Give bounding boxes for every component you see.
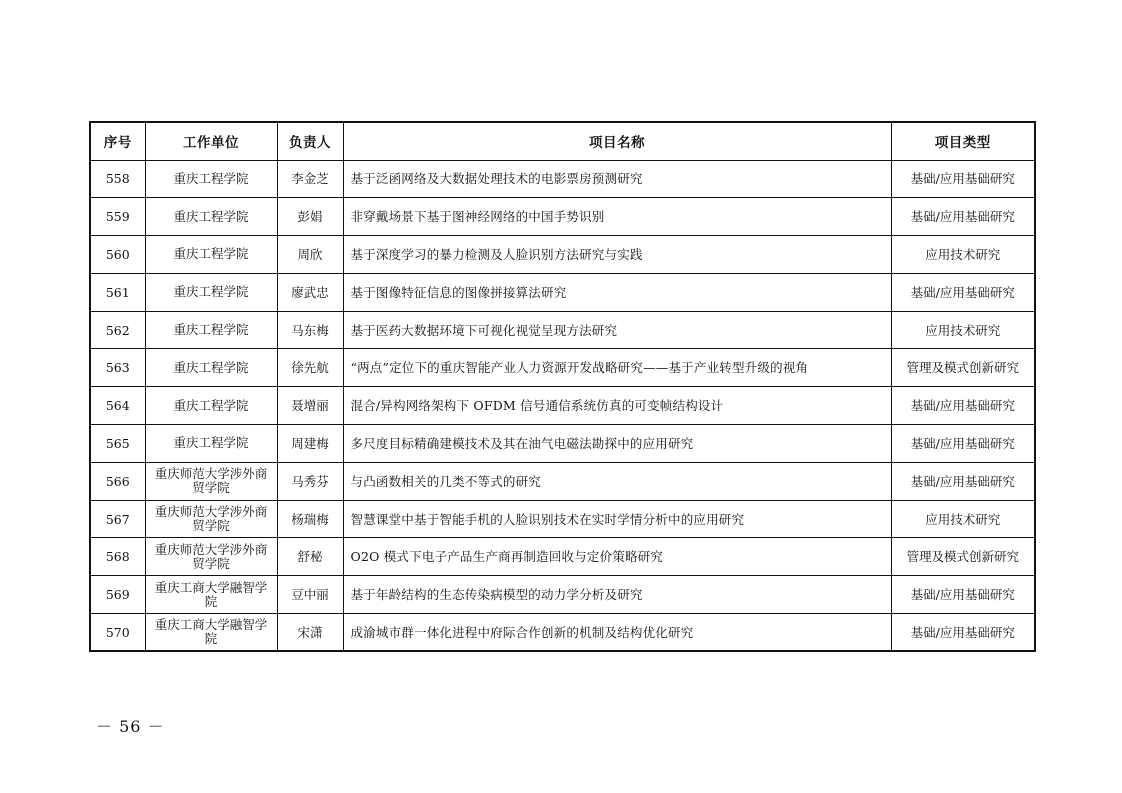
table-body — [90, 160, 1035, 651]
cell-unit: 重庆师范大学涉外商贸学院 — [145, 538, 277, 576]
cell-no: 559 — [90, 198, 145, 236]
cell-leader: 聂增丽 — [277, 387, 343, 425]
table-row — [90, 160, 1035, 198]
cell-unit: 重庆工商大学融智学院 — [145, 576, 277, 614]
table-row — [90, 273, 1035, 311]
table-row — [90, 538, 1035, 576]
header-no: 序号 — [90, 122, 145, 160]
cell-unit: 重庆工程学院 — [145, 311, 277, 349]
cell-leader: 周欣 — [277, 236, 343, 274]
cell-project-name: 混合/异构网络架构下 OFDM 信号通信系统仿真的可变帧结构设计 — [343, 387, 891, 425]
cell-project-name: 基于泛函网络及大数据处理技术的电影票房预测研究 — [343, 160, 891, 198]
cell-unit: 重庆工程学院 — [145, 198, 277, 236]
cell-leader: 李金芝 — [277, 160, 343, 198]
cell-project-type: 应用技术研究 — [891, 236, 1035, 274]
cell-project-type: 基础/应用基础研究 — [891, 614, 1035, 652]
header-leader: 负责人 — [277, 122, 343, 160]
cell-unit: 重庆工程学院 — [145, 160, 277, 198]
cell-leader: 豆中丽 — [277, 576, 343, 614]
cell-leader: 廖武忠 — [277, 273, 343, 311]
cell-project-name: 成渝城市群一体化进程中府际合作创新的机制及结构优化研究 — [343, 614, 891, 652]
cell-project-type: 管理及模式创新研究 — [891, 538, 1035, 576]
cell-no: 562 — [90, 311, 145, 349]
table-header — [90, 122, 1035, 160]
cell-project-type: 应用技术研究 — [891, 500, 1035, 538]
cell-no: 564 — [90, 387, 145, 425]
cell-project-type: 管理及模式创新研究 — [891, 349, 1035, 387]
cell-no: 565 — [90, 425, 145, 463]
table-row — [90, 425, 1035, 463]
cell-unit: 重庆工程学院 — [145, 273, 277, 311]
table-row — [90, 462, 1035, 500]
cell-project-name: 基于深度学习的暴力检测及人脸识别方法研究与实践 — [343, 236, 891, 274]
header-unit: 工作单位 — [145, 122, 277, 160]
table-row — [90, 500, 1035, 538]
cell-project-name: 智慧课堂中基于智能手机的人脸识别技术在实时学情分析中的应用研究 — [343, 500, 891, 538]
cell-leader: 周建梅 — [277, 425, 343, 463]
table-row — [90, 614, 1035, 652]
cell-no: 570 — [90, 614, 145, 652]
cell-project-name: 非穿戴场景下基于图神经网络的中国手势识别 — [343, 198, 891, 236]
cell-leader: 彭娟 — [277, 198, 343, 236]
table-row — [90, 198, 1035, 236]
table-row — [90, 349, 1035, 387]
cell-project-name: “两点”定位下的重庆智能产业人力资源开发战略研究——基于产业转型升级的视角 — [343, 349, 891, 387]
cell-no: 569 — [90, 576, 145, 614]
cell-unit: 重庆工程学院 — [145, 425, 277, 463]
table-row — [90, 311, 1035, 349]
cell-unit: 重庆师范大学涉外商贸学院 — [145, 462, 277, 500]
cell-leader: 马秀芬 — [277, 462, 343, 500]
cell-unit: 重庆师范大学涉外商贸学院 — [145, 500, 277, 538]
cell-no: 567 — [90, 500, 145, 538]
cell-no: 566 — [90, 462, 145, 500]
cell-unit: 重庆工程学院 — [145, 349, 277, 387]
cell-no: 561 — [90, 273, 145, 311]
cell-project-type: 基础/应用基础研究 — [891, 273, 1035, 311]
cell-no: 563 — [90, 349, 145, 387]
header-row — [90, 122, 1035, 160]
cell-leader: 舒秘 — [277, 538, 343, 576]
cell-leader: 徐先航 — [277, 349, 343, 387]
cell-project-type: 基础/应用基础研究 — [891, 387, 1035, 425]
page-number: － 56 － — [96, 717, 165, 736]
cell-unit: 重庆工商大学融智学院 — [145, 614, 277, 652]
cell-unit: 重庆工程学院 — [145, 236, 277, 274]
cell-leader: 杨瑞梅 — [277, 500, 343, 538]
project-table — [89, 121, 1036, 652]
cell-no: 558 — [90, 160, 145, 198]
cell-project-type: 基础/应用基础研究 — [891, 198, 1035, 236]
cell-project-name: O2O 模式下电子产品生产商再制造回收与定价策略研究 — [343, 538, 891, 576]
table-row — [90, 387, 1035, 425]
cell-no: 568 — [90, 538, 145, 576]
table-row — [90, 236, 1035, 274]
cell-project-type: 基础/应用基础研究 — [891, 462, 1035, 500]
cell-no: 560 — [90, 236, 145, 274]
cell-leader: 宋潇 — [277, 614, 343, 652]
cell-leader: 马东梅 — [277, 311, 343, 349]
cell-project-type: 基础/应用基础研究 — [891, 160, 1035, 198]
cell-project-name: 与凸函数相关的几类不等式的研究 — [343, 462, 891, 500]
table-row — [90, 576, 1035, 614]
cell-project-name: 基于年龄结构的生态传染病模型的动力学分析及研究 — [343, 576, 891, 614]
cell-project-type: 应用技术研究 — [891, 311, 1035, 349]
cell-unit: 重庆工程学院 — [145, 387, 277, 425]
header-project-name: 项目名称 — [343, 122, 891, 160]
cell-project-type: 基础/应用基础研究 — [891, 425, 1035, 463]
cell-project-name: 基于医药大数据环境下可视化视觉呈现方法研究 — [343, 311, 891, 349]
cell-project-type: 基础/应用基础研究 — [891, 576, 1035, 614]
header-project-type: 项目类型 — [891, 122, 1035, 160]
cell-project-name: 多尺度目标精确建模技术及其在油气电磁法勘探中的应用研究 — [343, 425, 891, 463]
cell-project-name: 基于图像特征信息的图像拼接算法研究 — [343, 273, 891, 311]
